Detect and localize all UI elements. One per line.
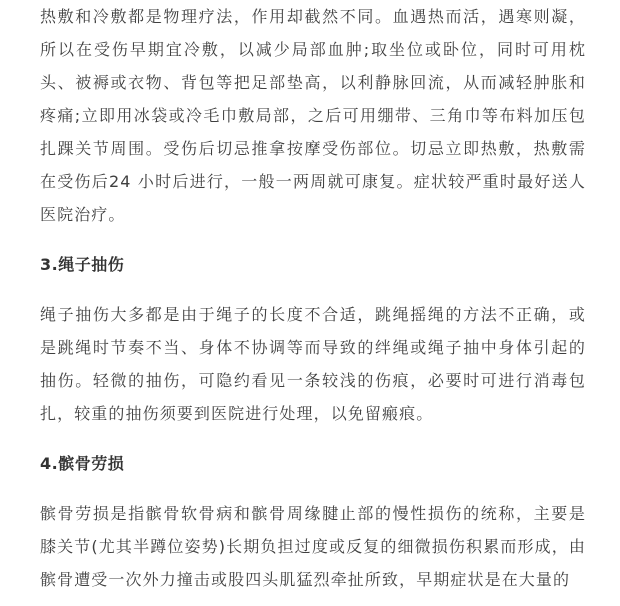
- paragraph-rope-injury: 绳子抽伤大多都是由于绳子的长度不合适，跳绳摇绳的方法不正确，或是跳绳时节奏不当、身体不协调等而导致的绊绳或绳子抽中身体引起的抽伤。轻微的抽伤，可隐约看见一条较浅的伤痕，必要时可进行消毒包扎，较重的抽伤须要到医院进行处理，以免留瘢痕。: [40, 305, 586, 423]
- heading-rope-injury: 3.绳子抽伤: [40, 255, 125, 274]
- paragraph-cold-compress: 热敷和冷敷都是物理疗法，作用却截然不同。血遇热而活，遇寒则凝，所以在受伤早期宜冷敷，以减少局部血肿;取坐位或卧位，同时可用枕头、被褥或衣物、背包等把足部垫高，以利静脉回流，从而减轻肿胀和疼痛;立即用冰袋或冷毛巾敷局部，之后可用绷带、三角巾等布料加压包扎踝关节周围。受伤后切忌推拿按摩受伤部位。切忌立即热敷，热敷需在受伤后24 小时后进行，一般一两周就可康复。症状较严重时最好送人医院治疗。: [40, 7, 586, 224]
- paragraph-patella-strain: 髌骨劳损是指髌骨软骨病和髌骨周缘腱止部的慢性损伤的统称，主要是膝关节(尤其半蹲位姿势)长期负担过度或反复的细微损伤积累而形成，由髌骨遭受一次外力撞击或股四头肌猛烈牵扯所致，早期症状是在大量的: [40, 504, 586, 589]
- article-body: [40, 0, 586, 596]
- heading-patella-strain: 4.髌骨劳损: [40, 454, 125, 473]
